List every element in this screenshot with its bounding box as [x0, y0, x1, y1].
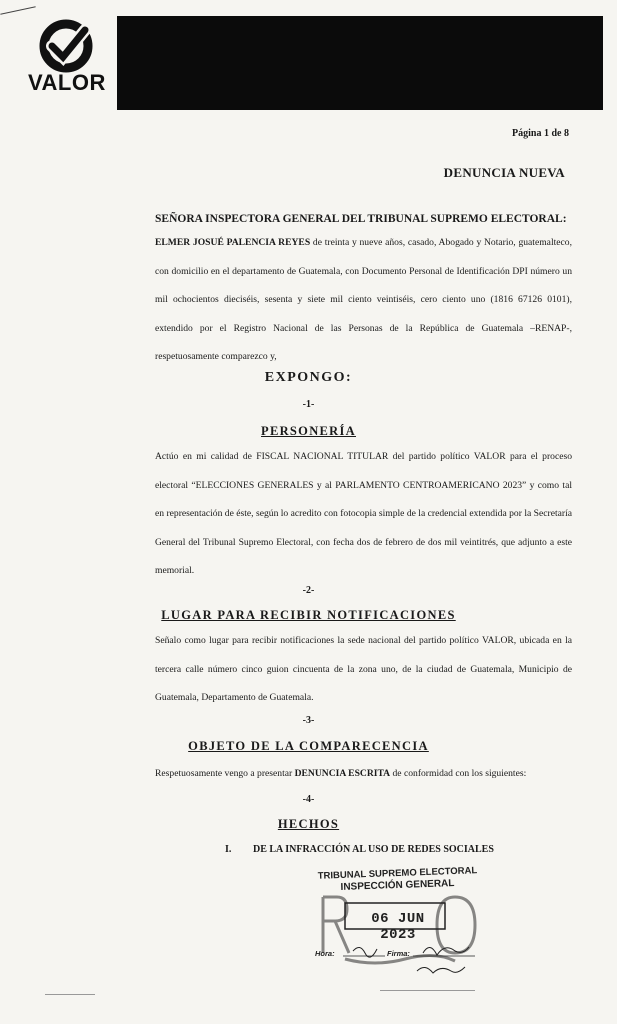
section-heading-notificaciones: LUGAR PARA RECIBIR NOTIFICACIONES — [161, 608, 456, 622]
section-text-objeto — [155, 760, 572, 789]
stamp-institution: TRIBUNAL SUPREMO ELECTORAL — [317, 865, 478, 882]
subheading-roman: I. — [225, 844, 232, 855]
redacted-header-bar — [117, 16, 603, 110]
section-text-notificaciones: Señalo como lugar para recibir notificaciones la sede nacional del partido político VALOR, ubicada en la tercera calle número cinco guion cincuenta de la zona uno, de la ciudad de Guatemala, Municipio de Guatemala, Departamento de Guatemala. — [155, 635, 572, 703]
scan-mark — [0, 6, 35, 14]
stamp-department: INSPECCIÓN GENERAL — [340, 878, 455, 893]
scan-line-right — [380, 990, 475, 991]
section-text-personeria: Actúo en mi calidad de FISCAL NACIONAL TITULAR del partido político VALOR para el proceso electoral “ELECCIONES GENERALES y al PARLAMENTO CENTROAMERICANO 2023” y como tal en representación de éste, según lo acredito con fotocopia simple de la credencial extendida por la Secretaría General del Tribunal Supremo Electoral, con fecha dos de febrero de dos mil veintitrés, que adjunto a este memorial. — [155, 451, 572, 576]
section-number-2: -2- — [302, 585, 315, 596]
section-heading-objeto: OBJETO DE LA COMPARECENCIA — [188, 739, 429, 753]
page-number: Página 1 de 8 — [512, 128, 569, 139]
objeto-text-after: de conformidad con los siguientes: — [390, 768, 527, 779]
subheading-text: DE LA INFRACCIÓN AL USO DE REDES SOCIALES — [253, 844, 494, 855]
section-heading-hechos: HECHOS — [277, 817, 340, 831]
complainant-name: ELMER JOSUÉ PALENCIA REYES — [155, 237, 311, 248]
section-number-1: -1- — [302, 399, 315, 410]
scan-line-left — [45, 994, 95, 995]
subheading-redes-sociales — [225, 844, 494, 855]
valor-logo-icon — [38, 18, 94, 74]
reception-stamp — [305, 863, 490, 983]
section-number-3: -3- — [302, 715, 315, 726]
document-title: DENUNCIA NUEVA — [443, 165, 565, 180]
expongo-heading: EXPONGO: — [264, 370, 353, 385]
stamp-hora-label: Hora: — [315, 949, 335, 958]
objeto-text-before: Respetuosamente vengo a presentar — [155, 768, 295, 779]
objeto-text-bold: DENUNCIA ESCRITA — [294, 768, 391, 779]
stamp-firma-label: Firma: — [387, 949, 410, 958]
section-heading-personeria: PERSONERÍA — [261, 424, 356, 438]
section-number-4: -4- — [302, 794, 315, 805]
addressee: SEÑORA INSPECTORA GENERAL DEL TRIBUNAL SUPREMO ELECTORAL: — [155, 213, 567, 225]
stamp-date: 06 JUN 2023 — [371, 911, 425, 943]
logo-text: VALOR — [28, 70, 106, 95]
intro-text: de treinta y nueve años, casado, Abogado y Notario, guatemalteco, con domicilio en el departamento de Guatemala, con Documento Personal de Identificación DPI número un mil ochocientos dieciséis, sesenta y siete mil ciento veintiséis, cero ciento uno (1816 67126 0101), extendido por el Registro Nacional de las Personas de la República de Guatemala –RENAP-, respetuosamente comparezco y, — [155, 237, 572, 362]
intro-paragraph — [155, 229, 572, 372]
